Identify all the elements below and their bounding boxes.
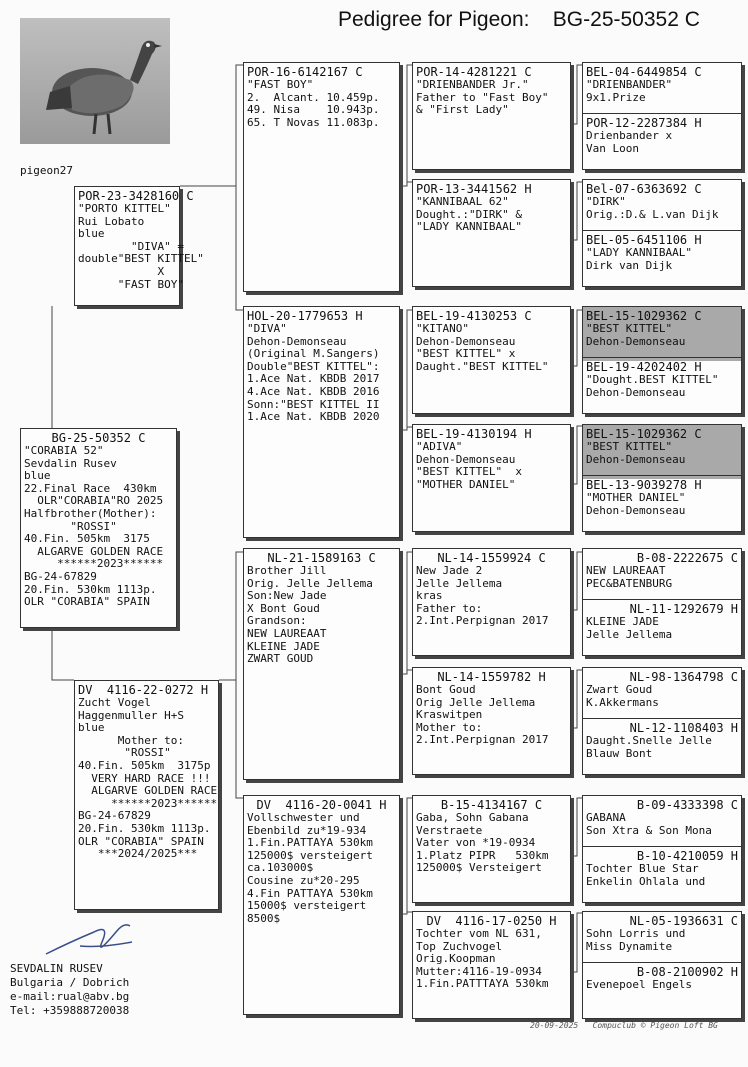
dam-half bbox=[583, 599, 741, 655]
signature-image bbox=[40, 912, 140, 962]
pedigree-line: VERY HARD RACE !!! bbox=[78, 771, 211, 785]
pedigree-line: New Jade 2 bbox=[416, 564, 483, 577]
pedigree-line: 8500$ bbox=[247, 911, 281, 925]
gen3-box-6 bbox=[412, 795, 571, 903]
gen3-box-5 bbox=[412, 667, 571, 775]
pedigree-line: ******2023****** bbox=[78, 796, 218, 810]
ring-number: B-09-4333398 C bbox=[636, 798, 738, 812]
pedigree-line: Cousine zu*20-295 bbox=[247, 873, 360, 887]
gen2-box-2 bbox=[243, 548, 400, 780]
pedigree-line: "BEST KITTEL" bbox=[586, 322, 673, 335]
ring-number: B-08-2222675 C bbox=[636, 551, 738, 565]
pedigree-line: BG-24-67829 bbox=[24, 569, 97, 583]
pedigree-line: Enkelin Ohlala und bbox=[586, 874, 706, 888]
pedigree-line: "PORTO KITTEL" bbox=[78, 202, 171, 215]
pedigree-line: Ebenbild zu*19-934 bbox=[247, 823, 367, 837]
gen3-box-2 bbox=[412, 306, 571, 414]
pedigree-line: 20.Fin. 530km 1113p. bbox=[24, 582, 157, 596]
subject-box bbox=[20, 428, 177, 628]
pedigree-line: Bont Goud bbox=[416, 683, 476, 696]
pedigree-line: Rui Lobato bbox=[78, 214, 145, 228]
pedigree-line: 4.Fin PATTAYA 530km bbox=[247, 886, 373, 900]
ring-number: NL-05-1936631 C bbox=[629, 914, 738, 928]
ring-number: NL-14-1559924 C bbox=[437, 551, 546, 565]
pedigree-line: Verstraete bbox=[416, 823, 483, 837]
sire-half bbox=[583, 796, 741, 850]
pedigree-line: 15000$ versteigert bbox=[247, 899, 367, 913]
pedigree-line: Dehon-Demonseau bbox=[586, 334, 686, 348]
pedigree-line: Zwart Goud bbox=[586, 683, 653, 696]
ring-number: DV 4116-17-0250 H bbox=[426, 914, 557, 928]
ring-number: NL-12-1108403 H bbox=[629, 721, 738, 735]
pedigree-line: "DIVA" = bbox=[78, 239, 184, 253]
pedigree-line: 2.Int.Perpignan 2017 bbox=[416, 614, 549, 628]
pedigree-line: Tochter Blue Star bbox=[586, 862, 699, 875]
dam-half bbox=[583, 113, 741, 169]
pedigree-line: "ADIVA" bbox=[416, 440, 463, 453]
gen4-box-3 bbox=[582, 424, 742, 532]
ring-number: B-08-2100902 H bbox=[636, 965, 738, 979]
ring-number: B-10-4210059 H bbox=[636, 849, 738, 863]
pedigree-line: Kraswitpen bbox=[416, 708, 483, 722]
pedigree-line: blue bbox=[78, 227, 105, 241]
sire-half bbox=[583, 425, 741, 479]
pedigree-line: Dehon-Demonseau bbox=[586, 452, 686, 466]
pedigree-line: Mother to: bbox=[416, 720, 483, 734]
ring-number: BEL-15-1029362 C bbox=[586, 427, 702, 441]
pedigree-line: "FAST BOY" bbox=[247, 78, 314, 91]
pedigree-line: 2.Int.Perpignan 2017 bbox=[416, 733, 549, 747]
gen4-box-1 bbox=[582, 179, 742, 287]
pedigree-line: 22.Final Race 430km bbox=[24, 481, 157, 495]
pedigree-line: X bbox=[78, 264, 165, 278]
pedigree-line: BG-24-67829 bbox=[78, 809, 151, 823]
pedigree-line: Double"BEST KITTEL": bbox=[247, 359, 380, 373]
owner-location: Bulgaria / Dobrich bbox=[10, 976, 130, 989]
pedigree-line: blue bbox=[78, 721, 105, 735]
ring-number: NL-11-1292679 H bbox=[629, 602, 738, 616]
pedigree-line: double"BEST KITTEL" bbox=[78, 252, 204, 266]
pedigree-line: Tochter vom NL 631, bbox=[416, 927, 542, 940]
pedigree-line: "BEST KITTEL" x bbox=[416, 347, 516, 361]
pedigree-line: Halfbrother(Mother): bbox=[24, 506, 157, 520]
photo-caption: pigeon27 bbox=[20, 164, 73, 177]
ring-number: BG-25-50352 C bbox=[51, 431, 146, 445]
pedigree-line: Daught.Snelle Jelle bbox=[586, 734, 712, 747]
pedigree-line: 1.Fin.PATTAYA 530km bbox=[247, 836, 373, 850]
ring-number: BEL-04-6449854 C bbox=[586, 65, 702, 79]
pedigree-line: Vater von *19-0934 bbox=[416, 836, 536, 850]
pedigree-line: 49. Nisa 10.943p. bbox=[247, 103, 380, 117]
pedigree-line: ******2023****** bbox=[24, 557, 164, 571]
pedigree-line: "ROSSI" bbox=[24, 519, 117, 533]
pedigree-line: "CORABIA 52" bbox=[24, 444, 104, 457]
ring-number: BEL-19-4202402 H bbox=[586, 360, 702, 374]
ring-number: Bel-07-6363692 C bbox=[586, 182, 702, 196]
pedigree-line: 125000$ Versteigert bbox=[416, 861, 542, 875]
pedigree-line: Son Xtra & Son Mona bbox=[586, 823, 712, 837]
ring-number: B-15-4134167 C bbox=[440, 798, 543, 812]
pedigree-line: OLR "CORABIA" SPAIN bbox=[78, 834, 204, 848]
dam-half bbox=[583, 846, 741, 902]
pedigree-line: Orig.:D.& L.van Dijk bbox=[586, 207, 719, 221]
pedigree-line: ca.103000$ bbox=[247, 861, 314, 875]
gen2-box-0 bbox=[243, 62, 400, 292]
pedigree-line: Dehon-Demonseau bbox=[586, 503, 686, 517]
ring-number: BEL-19-4130253 C bbox=[416, 309, 532, 323]
pedigree-line: 2. Alcant. 10.459p. bbox=[247, 90, 380, 104]
gen3-box-7 bbox=[412, 911, 571, 1019]
gen2-box-3 bbox=[243, 795, 400, 1015]
pedigree-line: PEC&BATENBURG bbox=[586, 576, 673, 590]
pedigree-line: Top Zuchvogel bbox=[416, 939, 503, 953]
pedigree-line: Grandson: bbox=[247, 614, 307, 628]
ring-number: DV 4116-22-0272 H bbox=[78, 683, 209, 697]
pedigree-line: 20.Fin. 530km 1113p. bbox=[78, 821, 211, 835]
pedigree-line: ALGARVE GOLDEN RACE bbox=[24, 544, 164, 558]
sire-half bbox=[583, 668, 741, 722]
pedigree-line: Dehon-Demonseau bbox=[586, 385, 686, 399]
dam-half bbox=[583, 962, 741, 1018]
gen4-box-6 bbox=[582, 795, 742, 903]
sire-half bbox=[583, 63, 741, 117]
pedigree-line: Vollschwester und bbox=[247, 811, 360, 824]
pedigree-line: "ROSSI" bbox=[78, 746, 171, 760]
owner-email: e-mail:rual@abv.bg bbox=[10, 990, 130, 1003]
pedigree-line: Orig Jelle Jellema bbox=[416, 695, 536, 709]
pedigree-line: Gaba, Sohn Gabana bbox=[416, 811, 529, 824]
ring-number: BEL-05-6451106 H bbox=[586, 233, 702, 247]
pedigree-line: "LADY KANNIBAAL" bbox=[416, 220, 522, 234]
pedigree-line: Dehon-Demonseau bbox=[416, 334, 516, 348]
pedigree-line: X Bont Goud bbox=[247, 601, 320, 615]
pedigree-line: Orig.Koopman bbox=[416, 952, 496, 966]
pedigree-line: "KITANO" bbox=[416, 322, 469, 335]
pedigree-line: Jelle Jellema bbox=[416, 576, 503, 590]
pedigree-line: NEW LAUREAAT bbox=[586, 564, 666, 577]
pedigree-line: Miss Dynamite bbox=[586, 939, 673, 953]
pedigree-line: ZWART GOUD bbox=[247, 652, 314, 666]
pedigree-line: 1.Ace Nat. KBDB 2017 bbox=[247, 372, 380, 386]
pedigree-line: "MOTHER DANIEL" bbox=[586, 491, 686, 504]
ring-number: DV 4116-20-0041 H bbox=[256, 798, 387, 812]
pedigree-line: Jelle Jellema bbox=[586, 627, 673, 641]
pedigree-line: "KANNIBAAL 62" bbox=[416, 195, 509, 208]
dam-half bbox=[583, 475, 741, 531]
sire-half bbox=[583, 549, 741, 603]
owner-tel: Tel: +359888720038 bbox=[10, 1004, 130, 1017]
footer-credit: 20-09-2025 Compuclub © Pigeon Loft BG bbox=[530, 1021, 718, 1030]
sire-box bbox=[74, 186, 204, 306]
ring-number: NL-21-1589163 C bbox=[267, 551, 376, 565]
page-title: Pedigree for Pigeon: BG-25-50352 C bbox=[338, 8, 700, 31]
pedigree-line: Dehon-Demonseau bbox=[416, 452, 516, 466]
pedigree-line: OLR "CORABIA" SPAIN bbox=[24, 595, 150, 609]
pedigree-line: KLEINE JADE bbox=[247, 639, 320, 653]
ring-number: POR-16-6142167 C bbox=[247, 65, 363, 79]
ring-number: POR-13-3441562 H bbox=[416, 182, 532, 196]
ring-number: POR-23-3428160 C bbox=[78, 189, 194, 203]
pedigree-line: 1.Ace Nat. KBDB 2020 bbox=[247, 410, 380, 424]
pedigree-line: Daught."BEST KITTEL" bbox=[416, 359, 549, 373]
gen3-box-3 bbox=[412, 424, 571, 532]
pedigree-line: 4.Ace Nat. KBDB 2016 bbox=[247, 384, 380, 398]
pedigree-line: ALGARVE GOLDEN RACE bbox=[78, 784, 218, 798]
pedigree-line: blue bbox=[24, 469, 51, 483]
ring-number: BEL-15-1029362 C bbox=[586, 309, 702, 323]
pedigree-line: "MOTHER DANIEL" bbox=[416, 477, 516, 491]
ring-number: BEL-19-4130194 H bbox=[416, 427, 532, 441]
pedigree-line: NEW LAUREAAT bbox=[247, 626, 327, 640]
ring-number: HOL-20-1779653 H bbox=[247, 309, 363, 323]
pedigree-line: Sevdalin Rusev bbox=[24, 456, 117, 470]
gen3-box-1 bbox=[412, 179, 571, 287]
pedigree-line: GABANA bbox=[586, 811, 626, 824]
pedigree-line: 40.Fin. 505km 3175 bbox=[24, 532, 150, 546]
ring-number: NL-14-1559782 H bbox=[437, 670, 546, 684]
pedigree-line: Son:New Jade bbox=[247, 589, 327, 603]
pedigree-line: K.Akkermans bbox=[586, 695, 659, 709]
pedigree-line: Haggenmuller H+S bbox=[78, 708, 184, 722]
gen4-box-7 bbox=[582, 911, 742, 1019]
dam-half bbox=[583, 357, 741, 413]
pedigree-line: 40.Fin. 505km 3175p bbox=[78, 758, 211, 772]
ring-number: POR-14-4281221 C bbox=[416, 65, 532, 79]
pedigree-line: Father to: bbox=[416, 601, 483, 615]
ring-number: NL-98-1364798 C bbox=[629, 670, 738, 684]
pedigree-line: Evenepoel Engels bbox=[586, 978, 692, 991]
pedigree-line: Sohn Lorris und bbox=[586, 927, 686, 940]
pedigree-line: (Original M.Sangers) bbox=[247, 347, 380, 361]
sire-half bbox=[583, 912, 741, 966]
pedigree-line: Dirk van Dijk bbox=[586, 258, 673, 272]
pedigree-line: Van Loon bbox=[586, 141, 639, 155]
pedigree-line: "BEST KITTEL" bbox=[586, 440, 673, 453]
pedigree-line: Father to "Fast Boy" bbox=[416, 90, 549, 104]
pedigree-line: 1.Fin.PATTTAYA 530km bbox=[416, 977, 549, 991]
gen3-box-0 bbox=[412, 62, 571, 170]
pedigree-line: OLR"CORABIA"RO 2025 bbox=[24, 494, 164, 508]
gen4-box-0 bbox=[582, 62, 742, 170]
pedigree-line: "BEST KITTEL" x bbox=[416, 465, 522, 479]
pedigree-line: "LADY KANNIBAAL" bbox=[586, 246, 692, 259]
gen4-box-5 bbox=[582, 667, 742, 775]
owner-block bbox=[10, 962, 129, 1018]
pedigree-line: Dehon-Demonseau bbox=[247, 334, 347, 348]
gen3-box-4 bbox=[412, 548, 571, 656]
pedigree-line: Sonn:"BEST KITTEL II bbox=[247, 397, 380, 411]
pedigree-line: ***2024/2025*** bbox=[78, 847, 198, 861]
owner-name: SEVDALIN RUSEV bbox=[10, 962, 103, 975]
ring-number: BEL-13-9039278 H bbox=[586, 478, 702, 492]
pedigree-line: 65. T Novas 11.083p. bbox=[247, 115, 380, 129]
pedigree-line: Dought.:"DIRK" & bbox=[416, 207, 522, 221]
pedigree-line: 1.Platz PIPR 530km bbox=[416, 848, 549, 862]
pedigree-line: 9x1.Prize bbox=[586, 90, 646, 104]
sire-half bbox=[583, 307, 741, 361]
pedigree-line: "DRIENBANDER" bbox=[586, 78, 673, 91]
gen2-box-1 bbox=[243, 306, 400, 538]
sire-half bbox=[583, 180, 741, 234]
gen4-box-2 bbox=[582, 306, 742, 414]
pedigree-line: KLEINE JADE bbox=[586, 615, 659, 628]
pedigree-line: Zucht Vogel bbox=[78, 696, 151, 709]
gen4-box-4 bbox=[582, 548, 742, 656]
pedigree-line: "DIRK" bbox=[586, 195, 626, 208]
dam-half bbox=[583, 718, 741, 774]
pedigree-line: Orig. Jelle Jellema bbox=[247, 576, 373, 590]
dam-box bbox=[74, 680, 219, 910]
pedigree-line: "DRIENBANDER Jr." bbox=[416, 78, 529, 91]
pedigree-line: "Dought.BEST KITTEL" bbox=[586, 373, 719, 386]
pedigree-line: 125000$ versteigert bbox=[247, 848, 373, 862]
pedigree-line: Mutter:4116-19-0934 bbox=[416, 964, 542, 978]
pedigree-line: kras bbox=[416, 589, 443, 603]
pedigree-line: Blauw Bont bbox=[586, 746, 653, 760]
pedigree-line: Mother to: bbox=[78, 733, 184, 747]
pedigree-line: "DIVA" bbox=[247, 322, 287, 335]
dam-half bbox=[583, 230, 741, 286]
pedigree-line: Drienbander x bbox=[586, 129, 673, 142]
pedigree-line: "FAST BOY" bbox=[78, 277, 184, 291]
ring-number: POR-12-2287384 H bbox=[586, 116, 702, 130]
pedigree-line: Brother Jill bbox=[247, 564, 327, 577]
pedigree-line: & "First Lady" bbox=[416, 103, 509, 117]
